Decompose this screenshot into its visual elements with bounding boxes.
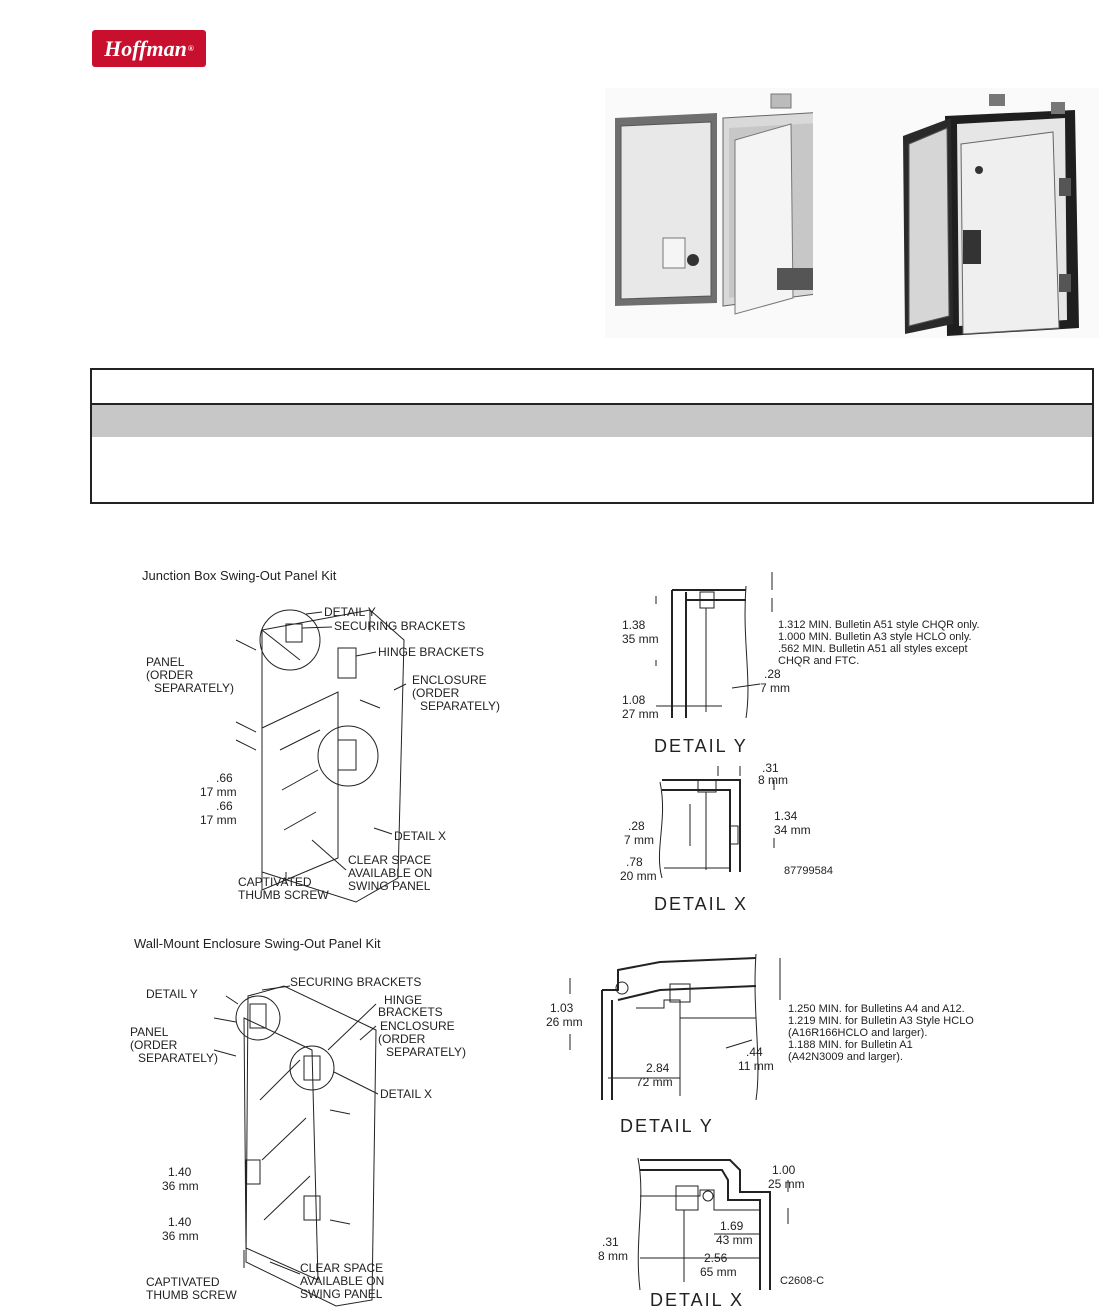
wall-detail-y-circle <box>236 996 280 1040</box>
wall-callout-panel-3: SEPARATELY) <box>138 1051 219 1065</box>
junction-callout-thumb-1: CAPTIVATED <box>238 875 312 889</box>
wall-detail-y-h-mm: 26 mm <box>546 1015 583 1029</box>
junction-detail-y-h-in: 1.38 <box>622 618 646 632</box>
wall-detail-x-mid-in: 1.69 <box>720 1219 744 1233</box>
wall-detail-y-note-5: (A42N3009 and larger). <box>788 1051 903 1063</box>
junction-detail-y-note-1: 1.312 MIN. Bulletin A51 style CHQR only. <box>778 619 980 631</box>
junction-detail-x-bottom-in: .78 <box>626 855 643 869</box>
junction-detail-y-drawing <box>622 572 980 756</box>
junction-callout-panel-3: SEPARATELY) <box>154 681 235 695</box>
junction-detail-x-drawing <box>620 761 833 914</box>
junction-callout-clear-2: AVAILABLE ON <box>348 866 433 880</box>
wall-kit-title: Wall-Mount Enclosure Swing-Out Panel Kit <box>134 936 381 951</box>
junction-callout-clear-1: CLEAR SPACE <box>348 853 432 867</box>
junction-detail-y-w-in: 1.08 <box>622 693 646 707</box>
junction-callout-enclosure-3: SEPARATELY) <box>420 699 501 713</box>
junction-dim1-in: .66 <box>216 771 233 785</box>
wall-callout-thumb-2: THUMB SCREW <box>146 1288 237 1302</box>
wall-callout-thumb-1: CAPTIVATED <box>146 1275 220 1289</box>
wall-callout-clear-3: SWING PANEL <box>300 1287 383 1301</box>
registered-mark: ® <box>187 44 194 53</box>
wall-callout-securing-brackets: SECURING BRACKETS <box>290 975 422 989</box>
wall-detail-y-h-in: 1.03 <box>550 1001 574 1015</box>
wall-callout-enclosure-2: (ORDER <box>378 1032 426 1046</box>
wall-detail-y-note-2: 1.219 MIN. for Bulletin A3 Style HCLO <box>788 1015 974 1027</box>
wall-detail-x-top-in: 1.00 <box>772 1163 796 1177</box>
junction-detail-y-gap-mm: 7 mm <box>760 681 790 695</box>
junction-detail-x-left-mm: 7 mm <box>624 833 654 847</box>
wall-enclosure-outline <box>246 986 376 1306</box>
junction-detail-y-note-2: 1.000 MIN. Bulletin A3 style HCLO only. <box>778 631 972 643</box>
junction-callout-thumb-2: THUMB SCREW <box>238 888 329 902</box>
wall-detail-x-bottom-mm: 65 mm <box>700 1265 737 1279</box>
wall-detail-y-w-in: 2.84 <box>646 1061 670 1075</box>
wall-detail-y-gap-mm: 11 mm <box>738 1059 774 1073</box>
wall-callout-enclosure-3: SEPARATELY) <box>386 1045 467 1059</box>
wall-detail-y-drawing <box>546 954 974 1136</box>
junction-kit-title: Junction Box Swing-Out Panel Kit <box>142 568 337 583</box>
wall-detail-y-w-mm: 72 mm <box>636 1075 673 1089</box>
junction-callout-detail-x: DETAIL X <box>394 829 447 843</box>
wall-callout-panel-2: (ORDER <box>130 1038 178 1052</box>
junction-detail-x-top-in: .31 <box>762 761 779 775</box>
wall-callout-enclosure-1: ENCLOSURE <box>380 1019 455 1033</box>
wall-detail-y-note-1: 1.250 MIN. for Bulletins A4 and A12. <box>788 1003 965 1015</box>
logo-text: Hoffman <box>104 35 187 61</box>
wall-dim2-mm: 36 mm <box>162 1229 199 1243</box>
wall-callout-detail-y: DETAIL Y <box>146 987 198 1001</box>
wall-dim1-in: 1.40 <box>168 1165 192 1179</box>
wall-callout-panel-1: PANEL <box>130 1025 169 1039</box>
junction-detail-y-note-4: CHQR and FTC. <box>778 655 860 667</box>
junction-callout-hinge-brackets: HINGE BRACKETS <box>378 645 485 659</box>
wall-detail-x-drawing <box>598 1158 824 1310</box>
wall-detail-x-bottom-in: 2.56 <box>704 1251 728 1265</box>
junction-detail-y-circle <box>260 610 320 670</box>
wall-dim2-in: 1.40 <box>168 1215 192 1229</box>
wall-detail-x-drawing-number: C2608-C <box>780 1275 825 1287</box>
junction-detail-x-label: DETAIL X <box>654 894 749 914</box>
wall-detail-y-label: DETAIL Y <box>620 1116 714 1136</box>
junction-detail-x-right-in: 1.34 <box>774 809 798 823</box>
junction-detail-x-bottom-mm: 20 mm <box>620 869 657 883</box>
junction-detail-x-left-in: .28 <box>628 819 645 833</box>
junction-panel-outline <box>262 692 338 890</box>
junction-callout-enclosure-1: ENCLOSURE <box>412 673 487 687</box>
junction-detail-x-circle <box>318 726 378 786</box>
wall-panel-outline <box>244 1018 318 1280</box>
wall-callout-hinge-2: BRACKETS <box>378 1005 443 1019</box>
wall-kit-drawing <box>130 936 466 1306</box>
wall-detail-y-gap-in: .44 <box>746 1045 763 1059</box>
junction-dim2-mm: 17 mm <box>200 813 237 827</box>
wall-detail-x-left-mm: 8 mm <box>598 1249 628 1263</box>
junction-detail-y-note-3: .562 MIN. Bulletin A51 all styles except <box>778 643 968 655</box>
wall-callout-clear-2: AVAILABLE ON <box>300 1274 385 1288</box>
junction-detail-x-drawing-number: 87799584 <box>784 865 833 877</box>
wall-detail-x-label: DETAIL X <box>650 1290 745 1310</box>
junction-dim1-mm: 17 mm <box>200 785 237 799</box>
wall-detail-y-note-4: 1.188 MIN. for Bulletin A1 <box>788 1039 913 1051</box>
junction-detail-y-h-mm: 35 mm <box>622 632 659 646</box>
junction-callout-securing-brackets: SECURING BRACKETS <box>334 619 466 633</box>
wall-detail-x-top-mm: 25 mm <box>768 1177 805 1191</box>
junction-callout-enclosure-2: (ORDER <box>412 686 460 700</box>
wall-callout-hinge-1: HINGE <box>384 993 423 1007</box>
junction-callout-panel-1: PANEL <box>146 655 185 669</box>
wall-detail-x-mid-mm: 43 mm <box>716 1233 753 1247</box>
junction-detail-y-w-mm: 27 mm <box>622 707 659 721</box>
wall-dim1-mm: 36 mm <box>162 1179 199 1193</box>
junction-detail-y-gap-in: .28 <box>764 667 781 681</box>
wall-detail-x-left-in: .31 <box>602 1235 619 1249</box>
junction-callout-detail-y: DETAIL Y <box>324 605 376 619</box>
junction-callout-panel-2: (ORDER <box>146 668 194 682</box>
junction-kit-drawing <box>142 568 500 902</box>
junction-detail-y-label: DETAIL Y <box>654 736 748 756</box>
wall-callout-clear-1: CLEAR SPACE <box>300 1261 384 1275</box>
wall-detail-y-note-3: (A16R166HCLO and larger). <box>788 1027 928 1039</box>
junction-detail-x-right-mm: 34 mm <box>774 823 811 837</box>
junction-dim2-in: .66 <box>216 799 233 813</box>
junction-detail-x-top-mm: 8 mm <box>758 773 788 787</box>
wall-callout-detail-x: DETAIL X <box>380 1087 433 1101</box>
junction-callout-clear-3: SWING PANEL <box>348 879 431 893</box>
